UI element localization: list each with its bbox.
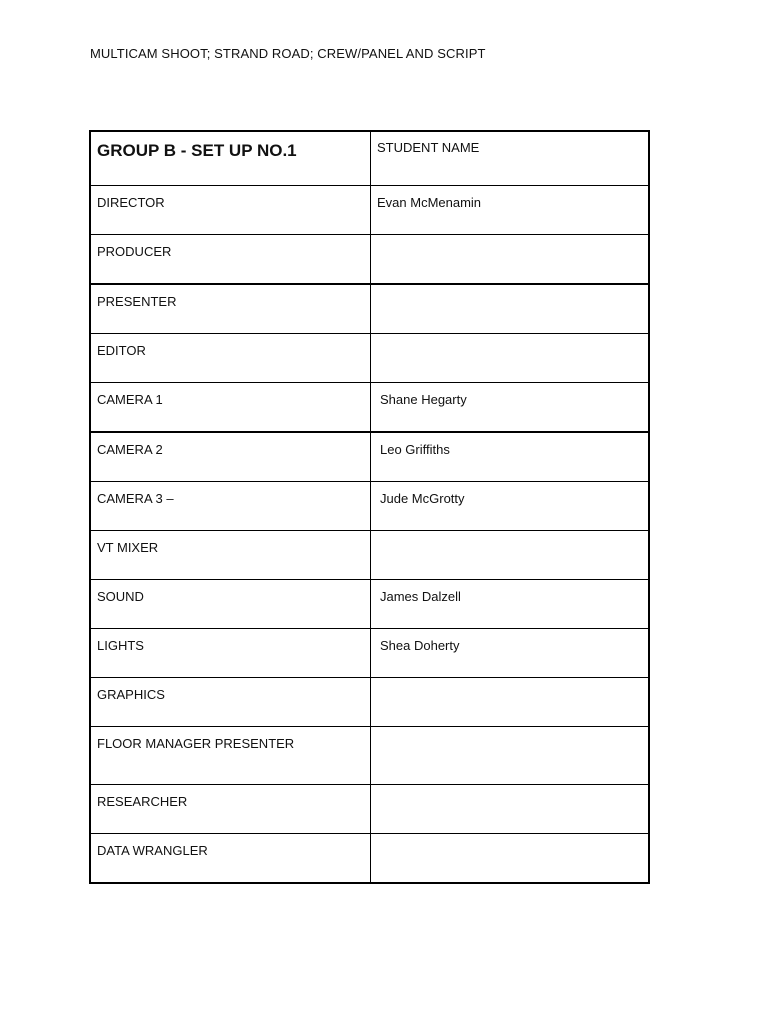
table-header-row <box>90 131 649 186</box>
table-row <box>90 834 649 884</box>
role-cell <box>90 727 371 785</box>
role-label: RESEARCHER <box>97 794 188 809</box>
role-label: LIGHTS <box>97 638 144 653</box>
table-row <box>90 284 649 334</box>
role-cell <box>90 235 371 285</box>
role-label: VT MIXER <box>97 540 159 555</box>
role-label: DIRECTOR <box>97 195 165 210</box>
role-cell <box>90 334 371 383</box>
role-cell <box>90 785 371 834</box>
name-cell <box>371 383 650 433</box>
role-label: CAMERA 3 – <box>97 491 174 506</box>
role-label: CAMERA 2 <box>97 442 163 457</box>
role-label: GRAPHICS <box>97 687 165 702</box>
table-row <box>90 186 649 235</box>
table-row <box>90 678 649 727</box>
crew-table <box>89 130 650 884</box>
role-label: DATA WRANGLER <box>97 843 208 858</box>
name-cell <box>371 284 650 334</box>
role-cell <box>90 432 371 482</box>
page-header: MULTICAM SHOOT; STRAND ROAD; CREW/PANEL AND SCRIPT <box>90 46 486 61</box>
group-heading-cell <box>90 131 371 186</box>
student-name: James Dalzell <box>380 589 461 604</box>
student-name: Jude McGrotty <box>380 491 465 506</box>
student-name: Evan McMenamin <box>377 195 482 210</box>
name-cell <box>371 531 650 580</box>
role-cell <box>90 186 371 235</box>
student-name <box>371 785 648 794</box>
table-row <box>90 235 649 285</box>
name-cell <box>371 186 650 235</box>
name-cell <box>371 785 650 834</box>
name-cell <box>371 482 650 531</box>
table-row <box>90 629 649 678</box>
student-name <box>371 285 648 294</box>
table-row <box>90 432 649 482</box>
role-cell <box>90 629 371 678</box>
table-row <box>90 531 649 580</box>
student-name <box>371 727 648 736</box>
role-cell <box>90 482 371 531</box>
table-row <box>90 383 649 433</box>
table-row <box>90 482 649 531</box>
name-cell <box>371 235 650 285</box>
role-label: SOUND <box>97 589 144 604</box>
name-cell <box>371 678 650 727</box>
name-cell <box>371 629 650 678</box>
role-cell <box>90 678 371 727</box>
table-row <box>90 727 649 785</box>
role-label: CAMERA 1 <box>97 392 163 407</box>
name-cell <box>371 334 650 383</box>
table-row <box>90 334 649 383</box>
role-cell <box>90 284 371 334</box>
role-cell <box>90 580 371 629</box>
table-row <box>90 785 649 834</box>
name-cell <box>371 834 650 884</box>
student-name <box>371 334 648 343</box>
student-name: Shane Hegarty <box>380 392 467 407</box>
name-cell <box>371 727 650 785</box>
role-label: PRODUCER <box>97 244 172 259</box>
name-cell <box>371 432 650 482</box>
group-heading: GROUP B - SET UP NO.1 <box>97 141 297 160</box>
name-heading: STUDENT NAME <box>377 140 480 155</box>
student-name <box>371 531 648 540</box>
role-cell <box>90 834 371 884</box>
student-name <box>371 834 648 843</box>
student-name <box>371 235 648 244</box>
role-cell <box>90 383 371 433</box>
name-heading-cell <box>371 131 650 186</box>
student-name: Shea Doherty <box>380 638 460 653</box>
role-label: PRESENTER <box>97 294 177 309</box>
name-cell <box>371 580 650 629</box>
role-cell <box>90 531 371 580</box>
student-name: Leo Griffiths <box>380 442 450 457</box>
table-row <box>90 580 649 629</box>
role-label: FLOOR MANAGER PRESENTER <box>97 736 295 751</box>
student-name <box>371 678 648 687</box>
role-label: EDITOR <box>97 343 146 358</box>
